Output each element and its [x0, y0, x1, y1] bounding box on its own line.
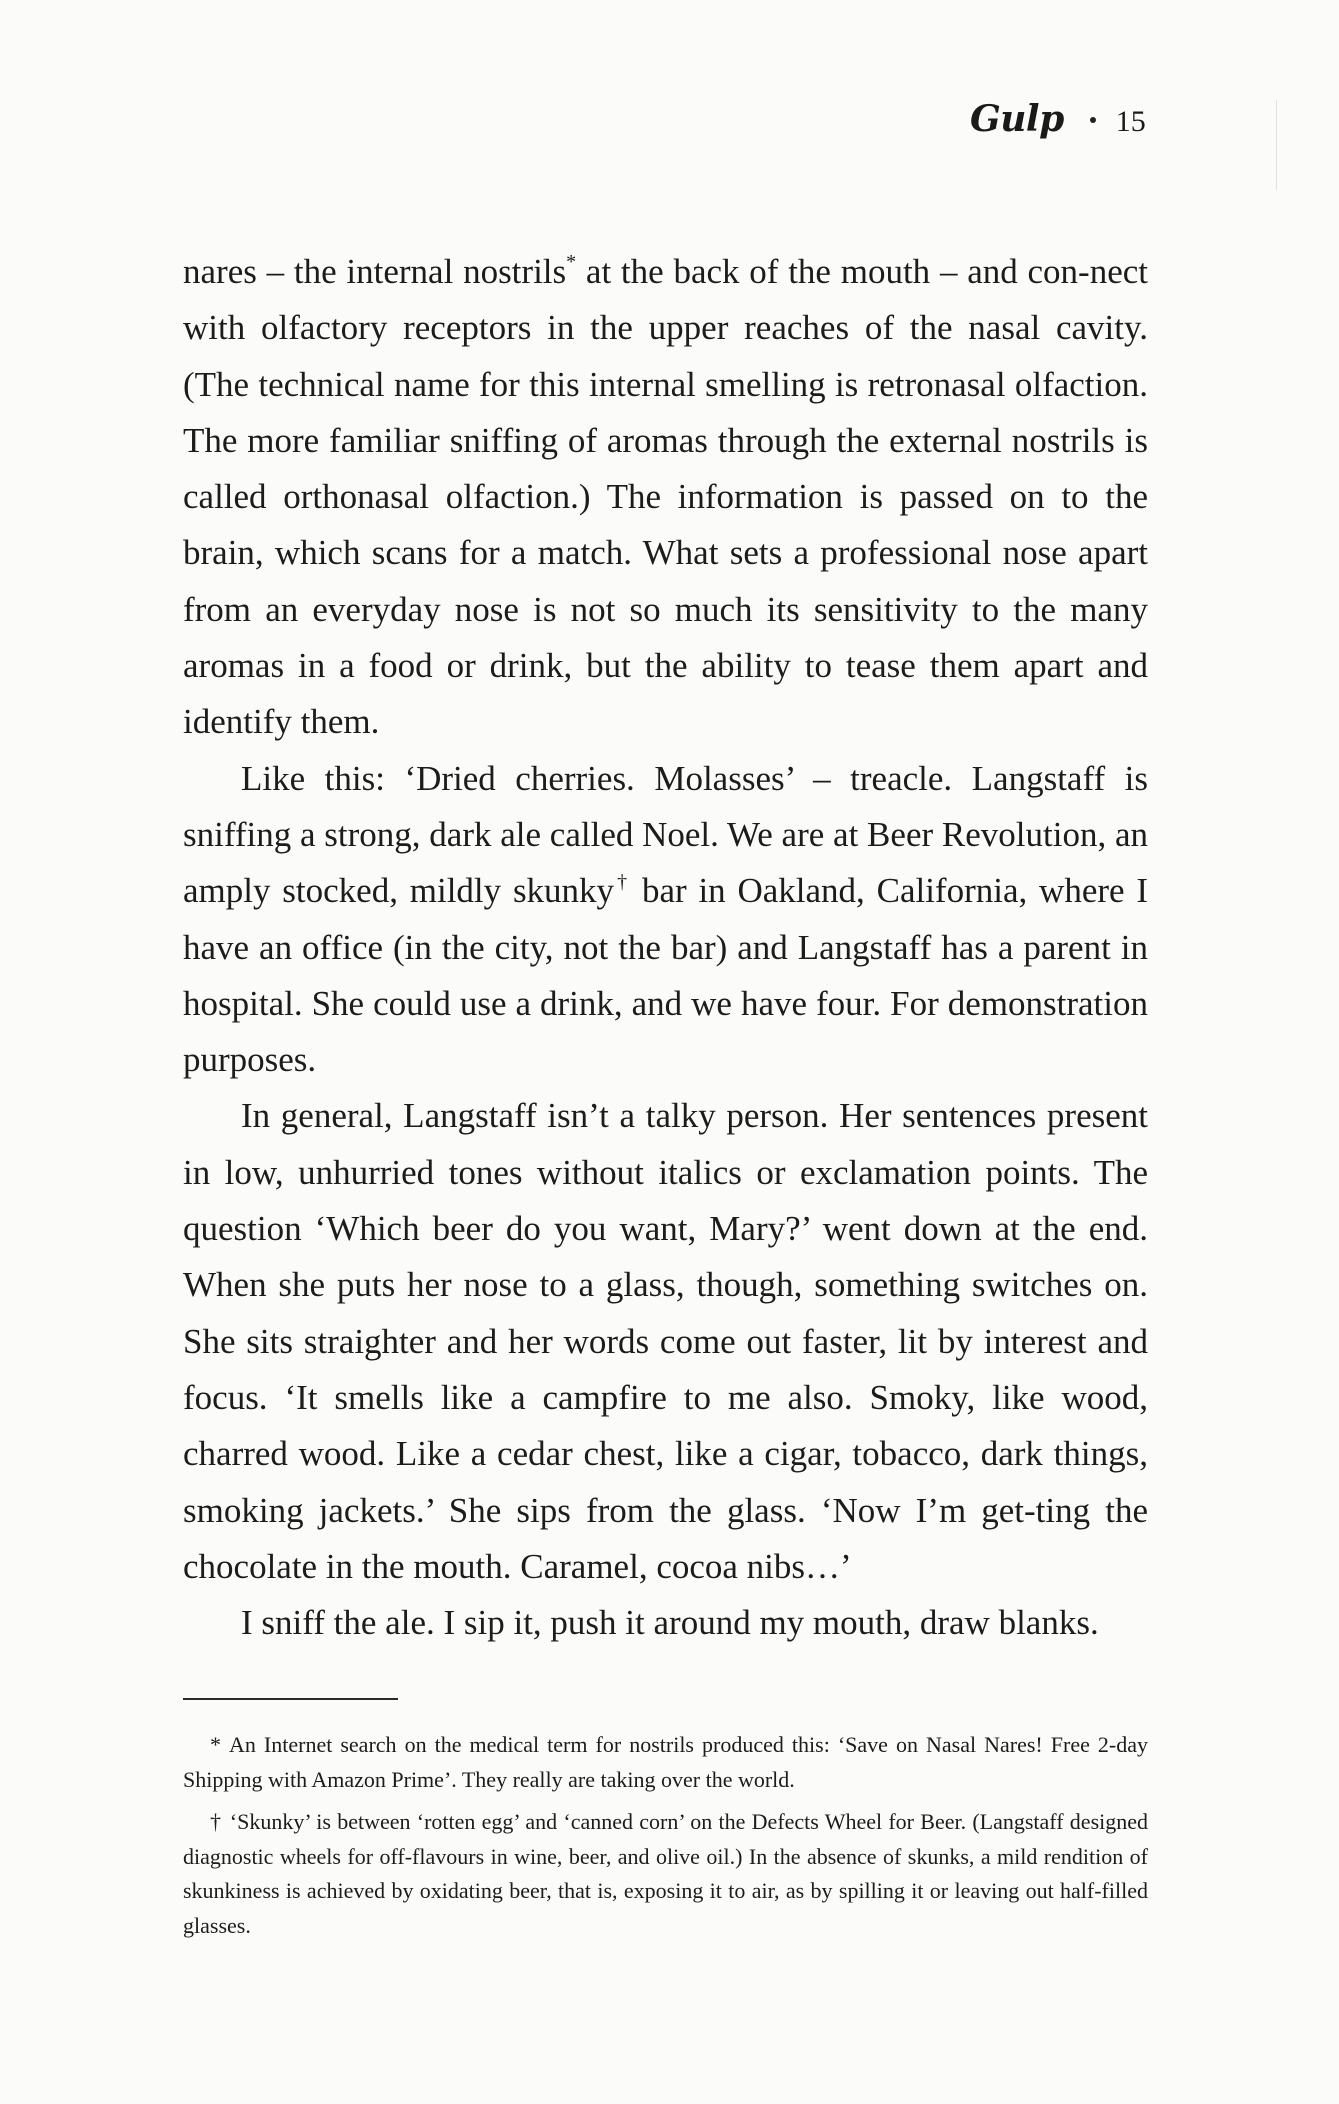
footnote-1	[183, 1728, 1148, 1797]
paragraph-4	[183, 1595, 1148, 1651]
paragraph-2	[183, 751, 1148, 1089]
paragraph-2-text-a: Like this: ‘Dried cherries. Molasses’ – treacle. Langstaff is sniffing a strong, dark ale called Noel. We are at Beer Revolution, an amply stocked, mildly skunky	[183, 758, 1148, 911]
paragraph-1	[183, 244, 1148, 751]
footnote-ref-dagger: †	[614, 870, 631, 893]
footnote-2-mark: †	[210, 1809, 222, 1834]
running-head	[970, 98, 1146, 158]
bullet-separator-icon	[1090, 117, 1096, 123]
paragraph-1-text-a: nares – the internal nostrils	[183, 252, 567, 291]
footnote-ref-asterisk: *	[566, 251, 577, 274]
footnote-2-text: ‘Skunky’ is between ‘rotten egg’ and ‘canned corn’ on the Defects Wheel for Beer. (Langstaff designed diagnostic wheels for off-flavours in wine, beer, and olive oil.) In the absence of skunks, a mild rendition of skunkiness is achieved by oxidating beer, that is, exposing it to air, as by spilling it or leaving out half-filled glasses.	[183, 1809, 1149, 1938]
footnote-1-text: An Internet search on the medical term for nostrils produced this: ‘Save on Nasal Nares! Free 2-day Shipping with Amazon Prime’. They really are taking over the world.	[183, 1732, 1148, 1792]
page-edge-shadow	[1276, 100, 1277, 190]
paragraph-1-text-b: at the back of the mouth – and con-nect with olfactory receptors in the upper reaches of the nasal cavity. (The technical name for this internal smelling is retronasal olfaction. The more familiar sniffing of aromas through the external nostrils is called orthonasal olfaction.) The information is passed on to the brain, which scans for a match. What sets a professional nose apart from an everyday nose is not so much its sensitivity to the many aromas in a food or drink, but the ability to tease them apart and identify them.	[183, 252, 1148, 742]
body-text	[183, 244, 1148, 1651]
footnote-divider	[183, 1698, 398, 1700]
paragraph-3	[183, 1088, 1148, 1595]
running-title: Gulp	[970, 98, 1064, 140]
paragraph-3-text: In general, Langstaff isn’t a talky person. Her sentences present in low, unhurried tones without italics or exclamation points. The question ‘Which beer do you want, Mary?’ went down at the end. When she puts her nose to a glass, though, something switches on. She sits straighter and her words come out faster, lit by interest and focus. ‘It smells like a campfire to me also. Smoky, like wood, charred wood. Like a cedar chest, like a cigar, tobacco, dark things, smoking jackets.’ She sips from the glass. ‘Now I’m get-ting the chocolate in the mouth. Caramel, cocoa nibs…’	[183, 1096, 1148, 1586]
paragraph-2-text-b: bar in Oakland, California, where I have an office (in the city, not the bar) and Langstaff has a parent in hospital. She could use a drink, and we have four. For demonstration purposes.	[183, 871, 1148, 1080]
page-number: 15	[1115, 105, 1146, 138]
footnote-2	[183, 1805, 1148, 1943]
paragraph-4-text: I sniff the ale. I sip it, push it around my mouth, draw blanks.	[241, 1603, 1099, 1643]
footnotes	[183, 1728, 1148, 1951]
footnote-1-mark: *	[210, 1732, 221, 1757]
